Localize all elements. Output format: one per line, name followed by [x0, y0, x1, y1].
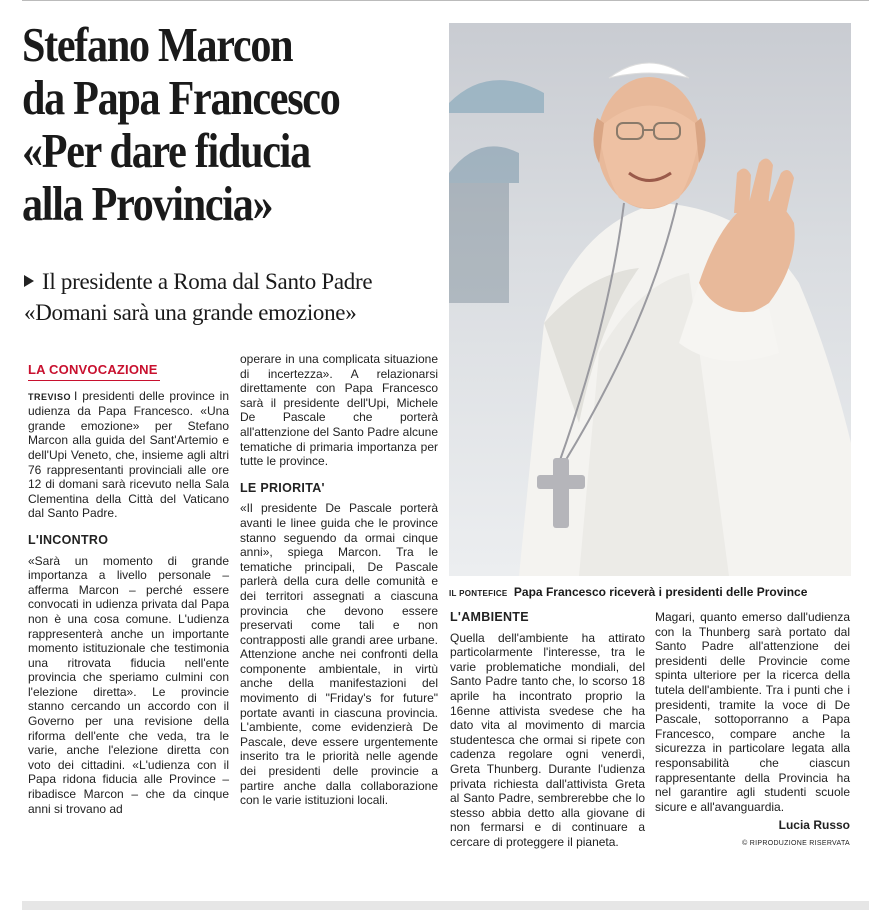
article-paragraph-4: «Il presidente De Pascale porterà avanti le linee guida che le province stanno seguendo da ormai cinque anni», spiega Marcon. Tra le tematiche principali, De Pascale parlerà della cura delle comunità e dei territori assegnati a ciascuna provincia che devono essere preservati come tali e non contrapposti alle grandi aree urbane. Attenzione anche nei confronti della componente ambientale, in virtù anche della manifestazioni del movimento di "Friday's for future" portate avanti in ciascuna provincia. L'ambiente, come evidenzierà De Pascale, deve essere urgentemente inserito tra le priorità nelle agende dei presidenti delle provincie a partire anche dalla collaborazione con le varie istituzioni locali. — [240, 501, 438, 808]
bottom-bar — [22, 901, 869, 910]
subheading-incontro: L'INCONTRO — [28, 532, 109, 547]
pope-photo — [449, 23, 851, 576]
article-paragraph-6: Magari, quanto emerso dall'udienza con la Thunberg sarà portato dal Santo Padre all'attenzione dei presidenti delle Provincie come spinta ulteriore per la ricerca della tutela dell'ambiente. Tra i punti che i presidenti, tramite la voce di De Pascale, sottoporranno a Papa Francesco, compare anche la sicurezza in particolare legata alla responsabilità che ciascun rappresentante della Provincia ha nel garantire agli studenti scuole sicure e all'avanguardia. — [655, 610, 850, 814]
byline: Lucia Russo — [778, 818, 850, 833]
headline-line-3: «Per dare fiducia — [22, 123, 310, 178]
pope-illustration — [449, 23, 851, 576]
article-column-2 — [240, 352, 438, 808]
subheading-priorita: LE PRIORITA' — [240, 480, 325, 495]
subheadline-text-1: Il presidente a Roma dal Santo Padre — [42, 269, 373, 294]
caption-text: Papa Francesco riceverà i presidenti delle Province — [513, 585, 808, 599]
article-paragraph-5: Quella dell'ambiente ha attirato particolarmente l'interesse, tra le varie problematiche mondiali, del Santo Padre tanto che, lo scorso 18 aprile ha incontrato proprio la 16enne attivista svedese che ha dato vita al movimento di marcia studentesca che ormai si ripete con cadenza regolare ogni venerdì, Greta Thunberg. Durante l'udienza privata richiesta dall'attivista Greta al Santo Padre, sembrerebbe che lo stesso abbia detto alla giovane di non fermarsi e di continuare a cercare di proteggere il pianeta. — [450, 630, 645, 849]
article-paragraph-3: operare in una complicata situazione di incertezza». A relazionarsi direttamente con Papa Francesco sarà il presidente dell'Upi, Michele De Pascale che porterà all'attenzione del Santo Padre alcune tematiche di primaria importanza per tutte le province. — [240, 352, 438, 469]
subheading-ambiente: L'AMBIENTE — [450, 610, 529, 624]
headline-line-2: da Papa Francesco — [22, 70, 340, 125]
photo-caption — [449, 585, 859, 599]
headline-line-4: alla Provincia» — [22, 176, 273, 231]
caption-tag: IL PONTEFICE — [449, 589, 508, 598]
subheadline-line-2: «Domani sarà una grande emozione» — [24, 300, 357, 325]
article-paragraph-2: «Sarà un momento di grande importanza a livello personale – afferma Marcon – perché essere convocati in udienza privata dal Papa non è una cosa comune. L'udienza rappresenterà anche un importante momento istituzionale che testimonia una ritrovata fiducia nell'ente provincia che speriamo culmini con l'elezione diretta». Le provincie stanno cercando un accordo con il Governo per una revisione della riforma dell'ente che veda, tra le varie, anche l'elezione diretta con voto dei cittadini. «L'udienza con il Papa ridona fiducia alle Province – ribadisce Marcon – che da cinque anni si trovano ad — [28, 553, 229, 816]
article-column-1 — [28, 363, 229, 816]
subheadline-line-1 — [24, 266, 444, 297]
dateline: TREVISO — [28, 391, 72, 402]
article-paragraph-1 — [28, 389, 229, 521]
paragraph-1-text: I presidenti delle province in udienza da Papa Francesco. «Una grande emozione» per Stefano Marcon alla guida del Sant'Artemio e dell'Upi Veneto, che, insieme agli altri 76 rappresentanti provinciali alle ore 12 di domani sarà ricevuto nella Sala Clementina della Città del Vaticano dal Santo Padre. — [28, 388, 229, 521]
headline-line-1: Stefano Marcon — [22, 17, 293, 72]
headline — [22, 18, 383, 230]
section-label: LA CONVOCAZIONE — [28, 363, 160, 381]
subheadline — [24, 266, 444, 328]
article-column-3 — [450, 610, 645, 850]
top-rule — [22, 0, 869, 1]
triangle-bullet-icon — [24, 275, 34, 287]
article-column-4 — [655, 610, 850, 852]
copyright-notice: © RIPRODUZIONE RISERVATA — [742, 839, 850, 847]
